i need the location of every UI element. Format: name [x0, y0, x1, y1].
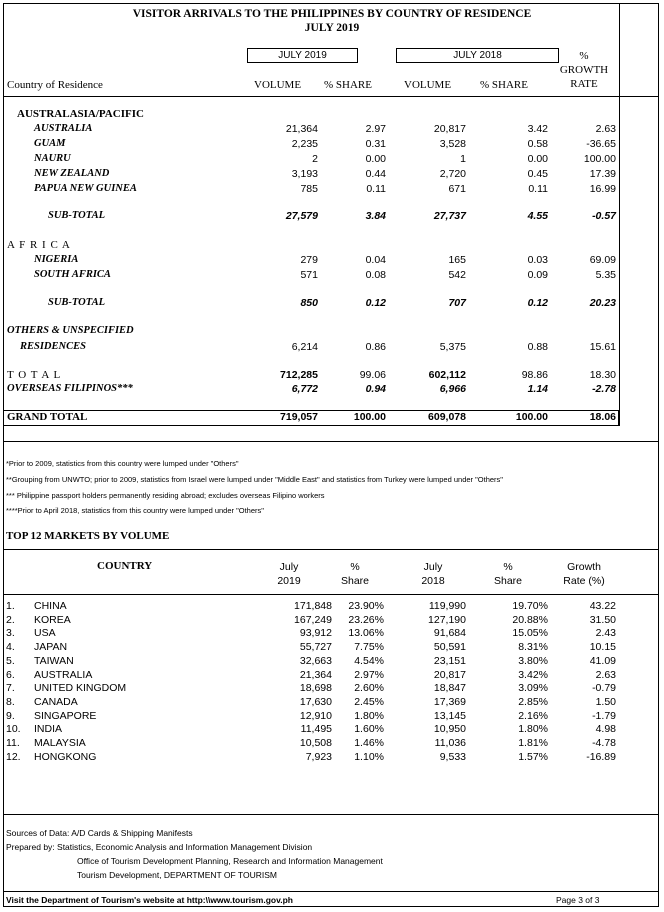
markets-share-2018-header-line2: Share: [493, 575, 523, 587]
market-growth-rate: 41.09: [589, 654, 616, 667]
markets-growth-header-line1: Growth: [567, 561, 601, 573]
market-rank: 11.: [6, 737, 20, 749]
volume-2018: 1: [460, 153, 466, 165]
country-name: AUSTRALIA: [34, 123, 93, 134]
share-2018: 0.11: [528, 183, 548, 195]
market-volume-2018: 11,036: [434, 737, 466, 749]
market-share-2018: 1.81%: [518, 737, 548, 749]
market-growth-rate: 1.50: [595, 695, 616, 708]
market-share-2018: 1.80%: [518, 723, 548, 736]
growth-head-pct: %: [579, 50, 589, 62]
subtotal-share-2019: 0.12: [365, 297, 386, 309]
market-share-2018: 3.09%: [518, 682, 548, 695]
market-country: SINGAPORE: [34, 709, 97, 722]
subtotal-growth-rate: -0.57: [592, 210, 616, 222]
markets-july-2018-header-line1: July: [423, 561, 443, 573]
sources-line-1: Sources of Data: A/D Cards & Shipping Manifests: [6, 828, 193, 838]
subtotal-share-2018: 4.55: [527, 210, 548, 222]
growth-rate: 16.99: [589, 183, 616, 195]
subtotal-share-2019: 3.84: [365, 210, 386, 222]
market-share-2018: 20.88%: [512, 613, 548, 626]
overseas-share-2019: 0.94: [365, 383, 386, 395]
volume-2019: 21,364: [285, 123, 318, 135]
total-share-2019: 99.06: [359, 369, 386, 381]
market-rank: 1.: [6, 600, 15, 612]
market-rank: 8.: [6, 695, 15, 708]
overseas-share-2018: 1.14: [527, 383, 548, 395]
grand-total-share-2018: 100.00: [515, 411, 548, 423]
volume-2018: 671: [448, 183, 466, 195]
market-share-2018: 3.42%: [518, 668, 548, 681]
grand-total-growth-rate: 18.06: [589, 411, 616, 423]
market-volume-2018: 17,369: [433, 695, 466, 708]
market-share-2018: 15.05%: [512, 627, 548, 640]
market-growth-rate: -4.78: [592, 737, 616, 749]
market-rank: 3.: [6, 627, 15, 640]
market-share-2018: 1.57%: [518, 750, 548, 763]
share-2018: 0.58: [527, 138, 548, 150]
market-growth-rate: 2.43: [595, 627, 616, 640]
market-volume-2018: 10,950: [433, 723, 466, 736]
period-2018-box: JULY 2018: [396, 48, 559, 63]
markets-july-2019-header-line1: July: [279, 561, 299, 573]
market-share-2019: 4.54%: [354, 654, 384, 667]
market-country: KOREA: [34, 613, 71, 626]
market-share-2018: 3.80%: [518, 654, 548, 667]
market-rank: 10.: [6, 723, 21, 736]
market-volume-2018: 18,847: [433, 682, 466, 695]
markets-title-rule: [4, 549, 658, 550]
market-share-2018: 2.16%: [518, 709, 548, 722]
market-country: USA: [34, 627, 56, 640]
share-2018: 0.88: [527, 341, 548, 353]
report-title: VISITOR ARRIVALS TO THE PHILIPPINES BY COUNTRY OF RESIDENCE: [132, 8, 532, 20]
share-2018: 0.03: [527, 254, 548, 266]
volume-2018-header: VOLUME: [404, 79, 452, 91]
growth-head-growth: GROWTH: [559, 64, 609, 76]
market-share-2019: 23.90%: [348, 600, 384, 612]
market-growth-rate: 2.63: [595, 668, 616, 681]
market-share-2019: 23.26%: [348, 613, 384, 626]
volume-2019: 6,214: [291, 341, 318, 353]
footer-rule: [4, 891, 658, 892]
market-growth-rate: 10.15: [589, 641, 616, 654]
markets-july-2019-header-line2: 2019: [277, 575, 301, 587]
market-country: UNITED KINGDOM: [34, 682, 127, 695]
country-column-header: Country of Residence: [7, 79, 103, 91]
market-share-2019: 2.45%: [354, 695, 384, 708]
markets-july-2018-header-line2: 2018: [421, 575, 445, 587]
volume-2018: 165: [448, 254, 466, 266]
page-frame: [3, 3, 659, 907]
market-volume-2018: 13,145: [433, 709, 466, 722]
share-2019: 0.08: [365, 269, 386, 281]
overseas-label: OVERSEAS FILIPINOS***: [7, 383, 133, 394]
total-growth-rate: 18.30: [589, 369, 616, 381]
market-rank: 6.: [6, 668, 15, 681]
market-volume-2019: 167,249: [294, 613, 332, 626]
grand-total-volume-2019: 719,057: [280, 411, 318, 423]
subtotal-growth-rate: 20.23: [589, 297, 616, 309]
total-label: T O T A L: [7, 369, 62, 381]
volume-2018: 542: [448, 269, 466, 281]
volume-2018: 3,528: [439, 138, 466, 150]
notes-top-rule: [4, 441, 658, 442]
growth-rate: 69.09: [589, 254, 616, 266]
market-share-2019: 13.06%: [348, 627, 384, 640]
market-volume-2019: 93,912: [299, 627, 332, 640]
subtotal-share-2018: 0.12: [527, 297, 548, 309]
market-country: JAPAN: [34, 641, 68, 654]
grand-total-volume-2018: 609,078: [428, 411, 466, 423]
subtotal-volume-2018: 707: [448, 297, 466, 309]
market-volume-2019: 7,923: [305, 750, 332, 763]
volume-2019: 785: [300, 183, 318, 195]
table-right-rule: [619, 4, 620, 426]
market-volume-2019: 12,910: [299, 709, 332, 722]
volume-2019: 2,235: [291, 138, 318, 150]
subtotal-label: SUB-TOTAL: [48, 210, 105, 221]
overseas-volume-2019: 6,772: [291, 383, 318, 395]
footnote-4: ****Prior to April 2018, statistics from this country were lumped under "Others": [6, 506, 264, 515]
market-volume-2018: 91,684: [433, 627, 466, 640]
share-2019-header: % SHARE: [324, 79, 372, 91]
markets-growth-header-line2: Rate (%): [563, 575, 605, 587]
market-volume-2019: 32,663: [299, 654, 332, 667]
market-share-2018: 8.31%: [518, 641, 548, 654]
market-volume-2018: 23,151: [433, 654, 466, 667]
report-subtitle: JULY 2019: [304, 22, 360, 34]
volume-2019: 571: [300, 269, 318, 281]
market-volume-2018: 119,990: [428, 600, 466, 612]
share-2019: 0.44: [365, 168, 386, 180]
market-growth-rate: -0.79: [592, 682, 616, 695]
market-country: AUSTRALIA: [34, 668, 93, 681]
overseas-volume-2018: 6,966: [439, 383, 466, 395]
volume-2018: 20,817: [433, 123, 466, 135]
market-volume-2019: 171,848: [294, 600, 332, 612]
market-volume-2018: 50,591: [433, 641, 466, 654]
country-name: PAPUA NEW GUINEA: [34, 183, 137, 194]
share-2018: 0.09: [527, 269, 548, 281]
market-share-2019: 1.80%: [354, 709, 384, 722]
volume-2018: 5,375: [439, 341, 466, 353]
market-volume-2019: 11,495: [300, 723, 332, 736]
market-volume-2019: 18,698: [299, 682, 332, 695]
growth-rate: 17.39: [589, 168, 616, 180]
market-share-2018: 19.70%: [512, 600, 548, 612]
share-2019: 0.31: [365, 138, 386, 150]
footnote-3: *** Philippine passport holders permanently residing abroad; excludes overseas Filipino workers: [6, 491, 325, 500]
market-country: INDIA: [34, 723, 63, 736]
markets-share-2018-header-line1: %: [503, 561, 513, 573]
market-rank: 2.: [6, 613, 15, 626]
share-2019: 2.97: [365, 123, 386, 135]
market-share-2019: 1.46%: [354, 737, 384, 749]
market-growth-rate: -16.89: [586, 750, 616, 763]
page-number: Page 3 of 3: [556, 895, 600, 905]
country-name: NAURU: [34, 153, 71, 164]
total-volume-2019: 712,285: [280, 369, 318, 381]
subtotal-label: SUB-TOTAL: [48, 297, 105, 308]
others-label-line1: OTHERS & UNSPECIFIED: [7, 325, 134, 336]
market-share-2019: 1.60%: [354, 723, 384, 736]
markets-share-2019-header-line1: %: [350, 561, 360, 573]
market-rank: 12.: [6, 750, 21, 763]
market-country: CANADA: [34, 695, 78, 708]
sources-line-2: Prepared by: Statistics, Economic Analysis and Information Management Division: [6, 842, 313, 852]
subtotal-volume-2019: 850: [300, 297, 318, 309]
grand-total-share-2019: 100.00: [353, 411, 386, 423]
total-share-2018: 98.86: [521, 369, 548, 381]
growth-rate: 100.00: [583, 153, 616, 165]
volume-2019: 3,193: [291, 168, 318, 180]
volume-2018: 2,720: [439, 168, 466, 180]
country-name: NIGERIA: [34, 254, 79, 265]
market-volume-2018: 20,817: [433, 668, 466, 681]
volume-2019-header: VOLUME: [254, 79, 302, 91]
others-label-line2: RESIDENCES: [20, 341, 86, 352]
subtotal-volume-2019: 27,579: [285, 210, 318, 222]
market-country: CHINA: [34, 600, 67, 612]
markets-header-rule: [4, 594, 658, 595]
share-2018: 3.42: [527, 123, 548, 135]
growth-rate: -36.65: [586, 138, 616, 150]
growth-rate: 15.61: [589, 341, 616, 353]
market-volume-2019: 17,630: [299, 695, 332, 708]
period-2019-box: JULY 2019: [247, 48, 358, 63]
market-country: MALAYSIA: [34, 737, 86, 749]
sources-line-3: Office of Tourism Development Planning, Research and Information Management: [77, 856, 383, 866]
market-growth-rate: -1.79: [592, 709, 616, 722]
country-name: SOUTH AFRICA: [34, 269, 111, 280]
market-country: HONGKONG: [34, 750, 97, 763]
share-2018-header: % SHARE: [480, 79, 528, 91]
footnote-1: *Prior to 2009, statistics from this country were lumped under "Others": [6, 459, 239, 468]
market-rank: 9.: [6, 709, 15, 722]
market-volume-2019: 55,727: [299, 641, 332, 654]
market-share-2019: 2.97%: [354, 668, 384, 681]
share-2018: 0.45: [527, 168, 548, 180]
volume-2019: 2: [312, 153, 318, 165]
sources-top-rule: [4, 814, 658, 815]
country-name: GUAM: [34, 138, 66, 149]
sources-line-4: Tourism Development, DEPARTMENT OF TOURISM: [77, 870, 277, 880]
subtotal-volume-2018: 27,737: [433, 210, 466, 222]
overseas-growth-rate: -2.78: [592, 383, 616, 395]
market-volume-2019: 10,508: [299, 737, 332, 749]
region-label-africa: A F R I C A: [7, 239, 71, 251]
markets-country-header: COUNTRY: [97, 560, 153, 572]
volume-2019: 279: [300, 254, 318, 266]
growth-head-rate: RATE: [570, 78, 598, 90]
market-share-2018: 2.85%: [518, 695, 548, 708]
country-name: NEW ZEALAND: [34, 168, 110, 179]
website-link[interactable]: Visit the Department of Tourism's website at http:\\www.tourism.gov.ph: [6, 895, 293, 905]
growth-rate: 2.63: [595, 123, 616, 135]
market-share-2019: 2.60%: [354, 682, 384, 695]
share-2019: 0.04: [365, 254, 386, 266]
share-2019: 0.86: [365, 341, 386, 353]
market-rank: 5.: [6, 654, 15, 667]
market-volume-2019: 21,364: [299, 668, 332, 681]
markets-share-2019-header-line2: Share: [340, 575, 370, 587]
grand-total-label: GRAND TOTAL: [7, 411, 88, 423]
growth-rate: 5.35: [595, 269, 616, 281]
market-growth-rate: 4.98: [595, 723, 616, 736]
share-2019: 0.11: [366, 183, 386, 195]
share-2018: 0.00: [527, 153, 548, 165]
market-growth-rate: 31.50: [589, 613, 616, 626]
market-rank: 7.: [6, 682, 15, 695]
market-share-2019: 7.75%: [354, 641, 384, 654]
market-share-2019: 1.10%: [354, 750, 384, 763]
market-volume-2018: 127,190: [428, 613, 466, 626]
market-growth-rate: 43.22: [589, 600, 616, 612]
market-country: TAIWAN: [34, 654, 74, 667]
market-volume-2018: 9,533: [439, 750, 466, 763]
market-rank: 4.: [6, 641, 15, 654]
total-volume-2018: 602,112: [428, 369, 466, 381]
share-2019: 0.00: [365, 153, 386, 165]
header-divider: [4, 96, 658, 97]
markets-title: TOP 12 MARKETS BY VOLUME: [6, 530, 170, 542]
region-label-asia-pacific: AUSTRALASIA/PACIFIC: [17, 108, 144, 120]
footnote-2: **Grouping from UNWTO; prior to 2009, statistics from Israel were lumped under "Middle East" and statistics from Turkey were lumped under "Others": [6, 475, 503, 484]
